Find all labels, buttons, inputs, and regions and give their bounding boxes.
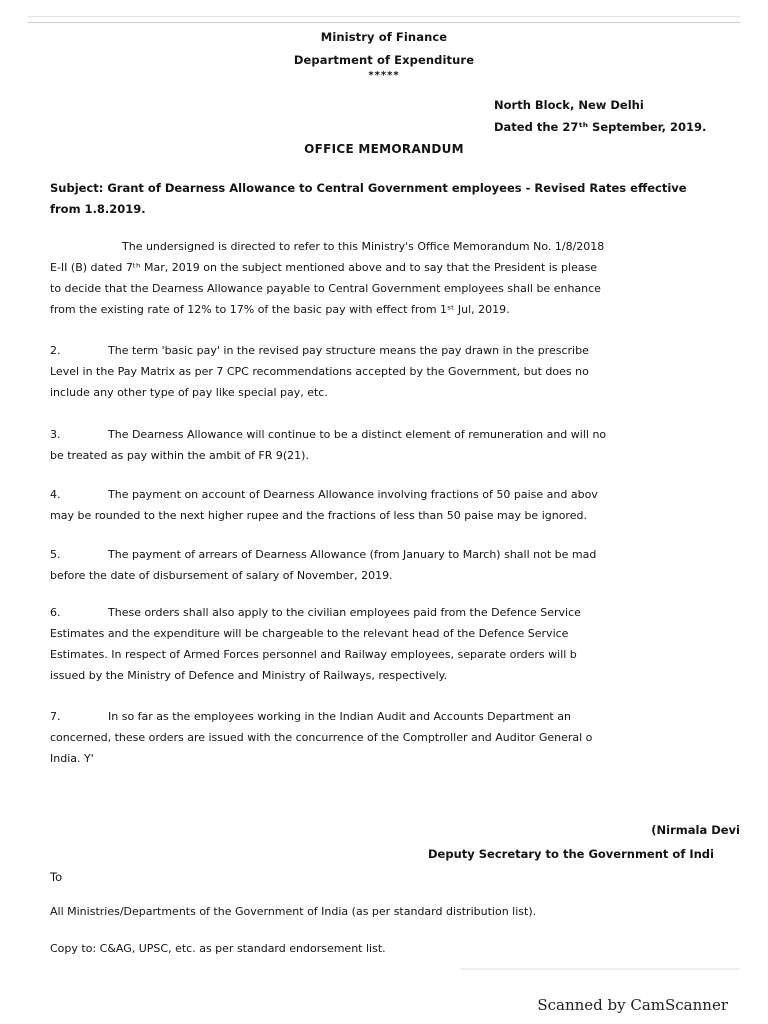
paragraph-line: [50, 602, 738, 623]
paragraph-3: [50, 424, 738, 466]
recipients-line: All Ministries/Departments of the Government of India (as per standard distribution list).: [50, 905, 537, 918]
paragraph-line: [50, 484, 738, 505]
paragraph-text: The payment of arrears of Dearness Allowance (from January to March) shall not be mad: [108, 548, 597, 561]
paragraph-line: E-II (B) dated 7ᵗʰ Mar, 2019 on the subject mentioned above and to say that the President is please: [50, 261, 598, 274]
paragraph-line: include any other type of pay like special pay, etc.: [50, 386, 328, 399]
paragraph-line: The undersigned is directed to refer to this Ministry's Office Memorandum No. 1/8/2018: [122, 240, 605, 253]
scan-border-line: [28, 16, 740, 17]
paragraph-1: [50, 236, 738, 320]
department-name: Department of Expenditure: [293, 53, 475, 67]
copy-to-line: Copy to: C&AG, UPSC, etc. as per standard endorsement list.: [50, 942, 386, 955]
paragraph-4: [50, 484, 738, 526]
paragraph-text: The Dearness Allowance will continue to be a distinct element of remuneration and will no: [108, 428, 607, 441]
paragraph-text: In so far as the employees working in the Indian Audit and Accounts Department an: [108, 710, 571, 723]
paragraph-line: [50, 544, 738, 565]
paragraph-number: 4.: [50, 488, 61, 501]
paragraph-line: Estimates and the expenditure will be chargeable to the relevant head of the Defence Service: [50, 627, 569, 640]
ministry-name: Ministry of Finance: [320, 30, 448, 44]
paragraph-2: [50, 340, 738, 403]
office-location: North Block, New Delhi: [494, 98, 644, 112]
memo-date: Dated the 27ᵗʰ September, 2019.: [494, 120, 707, 134]
paragraph-line: Level in the Pay Matrix as per 7 CPC recommendations accepted by the Government, but does no: [50, 365, 589, 378]
scan-border-line: [28, 22, 740, 23]
separator-stars: *****: [368, 70, 400, 81]
paragraph-line: be treated as pay within the ambit of FR 9(21).: [50, 449, 309, 462]
paragraph-line: may be rounded to the next higher rupee and the fractions of less than 50 paise may be ignored.: [50, 509, 587, 522]
paragraph-line: India. Y': [50, 752, 94, 765]
paragraph-7: [50, 706, 738, 769]
paragraph-line: to decide that the Dearness Allowance payable to Central Government employees shall be enhance: [50, 282, 601, 295]
subject-line: Subject: Grant of Dearness Allowance to Central Government employees - Revised Rates effective: [50, 181, 687, 195]
paragraph-line: [50, 706, 738, 727]
memo-title: OFFICE MEMORANDUM: [304, 142, 464, 156]
subject-line: from 1.8.2019.: [50, 202, 146, 216]
paragraph-number: 5.: [50, 548, 61, 561]
paragraph-line: concerned, these orders are issued with the concurrence of the Comptroller and Auditor General o: [50, 731, 593, 744]
paragraph-text: These orders shall also apply to the civilian employees paid from the Defence Service: [108, 606, 581, 619]
to-label: To: [50, 870, 63, 884]
paragraph-line: [50, 340, 738, 361]
paragraph-line: issued by the Ministry of Defence and Ministry of Railways, respectively.: [50, 669, 448, 682]
memo-subject: [50, 178, 740, 220]
paragraph-line: [50, 424, 738, 445]
paragraph-text: The term 'basic pay' in the revised pay structure means the pay drawn in the prescribe: [108, 344, 589, 357]
paragraph-line: Estimates. In respect of Armed Forces personnel and Railway employees, separate orders will b: [50, 648, 577, 661]
scanner-watermark: Scanned by CamScanner: [537, 996, 728, 1014]
scan-border-line: [460, 968, 740, 970]
paragraph-number: 3.: [50, 428, 61, 441]
paragraph-line: before the date of disbursement of salary of November, 2019.: [50, 569, 393, 582]
paragraph-number: 7.: [50, 710, 61, 723]
paragraph-number: 6.: [50, 606, 61, 619]
paragraph-text: The payment on account of Dearness Allowance involving fractions of 50 paise and abov: [108, 488, 598, 501]
signatory-title: Deputy Secretary to the Government of Indi: [428, 847, 714, 861]
paragraph-line: from the existing rate of 12% to 17% of the basic pay with effect from 1ˢᵗ Jul, 2019.: [50, 303, 510, 316]
paragraph-number: 2.: [50, 344, 61, 357]
paragraph-5: [50, 544, 738, 586]
signatory-name: (Nirmala Devi: [651, 823, 740, 837]
paragraph-6: [50, 602, 738, 686]
